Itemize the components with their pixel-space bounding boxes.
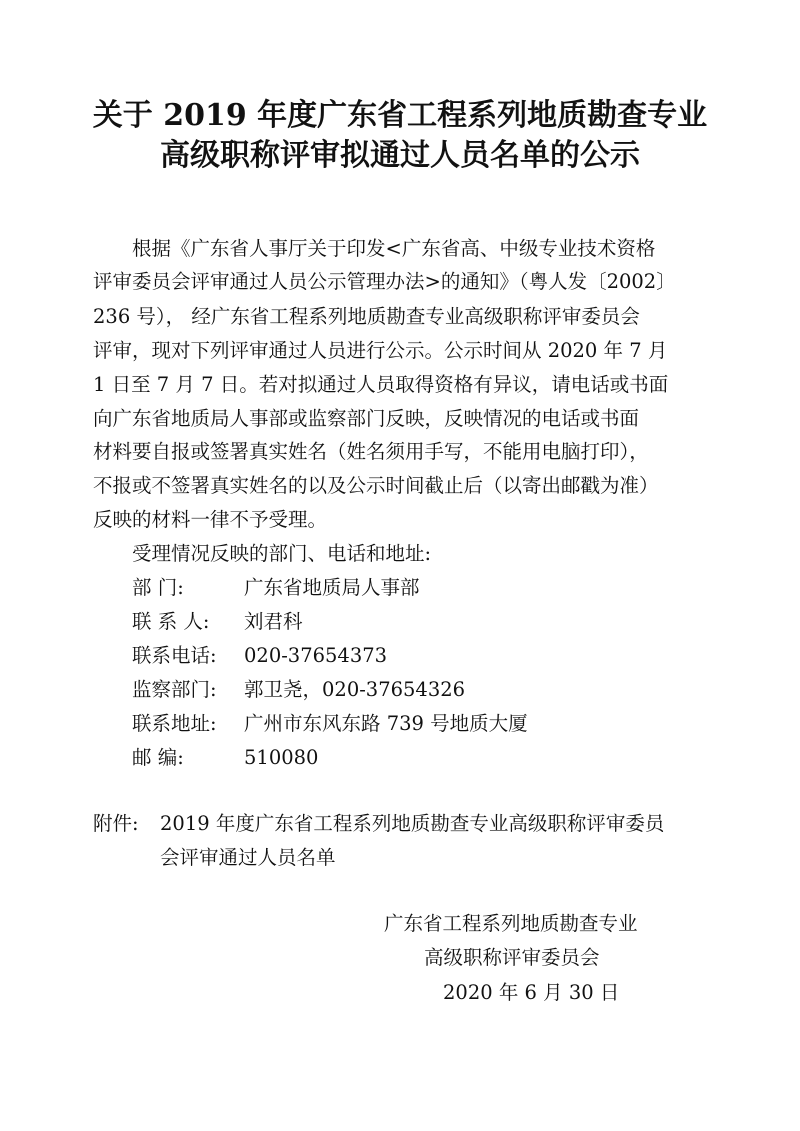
contact-value: 刘君科: [244, 610, 303, 633]
contact-row-phone: [132, 642, 387, 670]
contact-label: 联系地址:: [132, 712, 217, 735]
body-paragraph-line: 1 日至 7 月 7 日。若对拟通过人员取得资格有异议，请电话或书面: [93, 373, 669, 396]
body-paragraph-line: 反映的材料一律不予受理。: [93, 508, 328, 531]
contact-label: 邮 编:: [132, 746, 184, 769]
signature-date: 2020 年 6 月 30 日: [443, 981, 620, 1004]
contact-row-address: [132, 710, 528, 738]
contact-intro: 受理情况反映的部门、电话和地址:: [132, 542, 432, 565]
body-paragraph-line: 根据《广东省人事厅关于印发<广东省高、中级专业技术资格: [132, 237, 656, 260]
contact-label: 监察部门:: [132, 678, 217, 701]
contact-value: 广东省地质局人事部: [244, 576, 420, 599]
contact-row-postcode: [132, 744, 318, 772]
contact-row-supervision: [132, 676, 465, 704]
attachment-label: 附件:: [93, 812, 139, 835]
contact-label: 联系电话:: [132, 644, 217, 667]
body-paragraph-line: 236 号）， 经广东省工程系列地质勘查专业高级职称评审委员会: [93, 305, 640, 328]
contact-row-department: [132, 574, 420, 602]
contact-label: 部 门:: [132, 576, 184, 599]
body-paragraph-line: 评审，现对下列评审通过人员进行公示。公示时间从 2020 年 7 月: [93, 339, 668, 362]
body-paragraph-line: 不报或不签署真实姓名的以及公示时间截止后（以寄出邮戳为准）: [93, 474, 659, 497]
attachment-text-line-2: 会评审通过人员名单: [160, 846, 336, 869]
contact-value: 020-37654373: [244, 644, 388, 667]
document-title-line-1: 关于 2019 年度广东省工程系列地质勘查专业: [92, 98, 708, 133]
contact-value: 510080: [244, 746, 319, 769]
contact-value: 郭卫尧，020-37654326: [244, 678, 466, 701]
contact-label: 联 系 人:: [132, 610, 210, 633]
signature-org-line-2: 高级职称评审委员会: [424, 946, 600, 969]
attachment-text-line-1: 2019 年度广东省工程系列地质勘查专业高级职称评审委员: [160, 812, 665, 835]
body-paragraph-line: 评审委员会评审通过人员公示管理办法>的通知》（粤人发〔2002〕: [93, 270, 676, 293]
body-paragraph-line: 向广东省地质局人事部或监察部门反映，反映情况的电话或书面: [93, 407, 640, 430]
document-title-line-2: 高级职称评审拟通过人员名单的公示: [160, 138, 640, 173]
body-paragraph-line: 材料要自报或签署真实姓名（姓名须用手写，不能用电脑打印），: [93, 440, 649, 463]
contact-value: 广州市东风东路 739 号地质大厦: [244, 712, 528, 735]
contact-row-person: [132, 608, 303, 636]
signature-org-line-1: 广东省工程系列地质勘查专业: [384, 912, 638, 935]
